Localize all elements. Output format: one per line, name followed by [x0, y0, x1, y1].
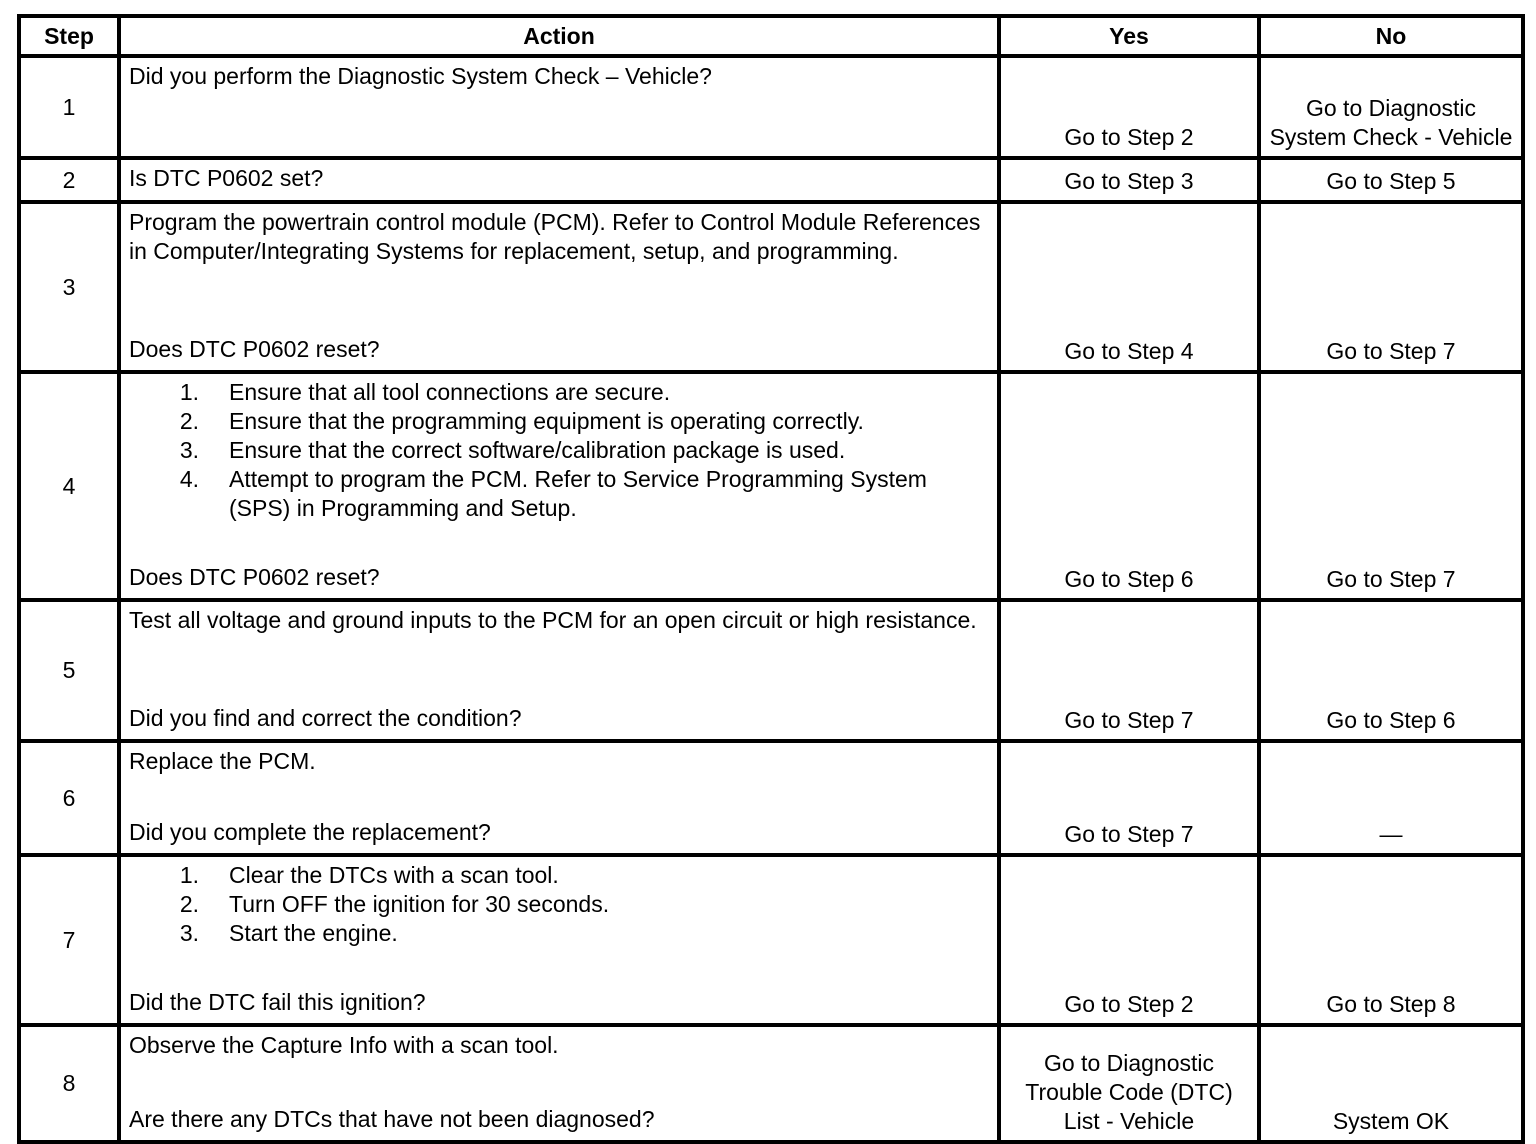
- action-text: Replace the PCM.: [129, 748, 316, 774]
- list-item: [129, 407, 989, 436]
- no-result: —: [1259, 741, 1523, 855]
- list-item-number: 3.: [179, 920, 199, 946]
- step-number: 3: [19, 202, 119, 372]
- action-question: Are there any DTCs that have not been diagnosed?: [129, 1106, 655, 1132]
- step-number: 1: [19, 56, 119, 158]
- table-row: [19, 600, 1523, 741]
- list-item-number: 1.: [179, 379, 199, 405]
- header-action: Action: [119, 16, 999, 56]
- diagnostic-table: [17, 14, 1525, 1144]
- action-question: Does DTC P0602 reset?: [129, 336, 380, 362]
- no-result: Go to Step 8: [1259, 855, 1523, 1025]
- no-result: Go to Step 5: [1259, 158, 1523, 202]
- list-item: [129, 890, 989, 919]
- yes-result: Go to Step 7: [999, 741, 1259, 855]
- header-no: No: [1259, 16, 1523, 56]
- list-item-text: Ensure that all tool connections are secure.: [229, 379, 671, 405]
- yes-result: Go to Step 2: [999, 56, 1259, 158]
- table-row: [19, 56, 1523, 158]
- step-number: 2: [19, 158, 119, 202]
- step-number: 8: [19, 1025, 119, 1142]
- list-item-text: Start the engine.: [229, 920, 398, 946]
- list-item-text: Clear the DTCs with a scan tool.: [229, 862, 559, 888]
- action-cell: [119, 158, 999, 202]
- no-result: Go to Diagnostic System Check - Vehicle: [1259, 56, 1523, 158]
- table-row: [19, 741, 1523, 855]
- list-item-number: 1.: [179, 862, 199, 888]
- table-body: [19, 56, 1523, 1142]
- table-row: [19, 202, 1523, 372]
- action-cell: [119, 600, 999, 741]
- table-row: [19, 372, 1523, 600]
- action-cell: [119, 1025, 999, 1142]
- header-step: Step: [19, 16, 119, 56]
- list-item-text: Ensure that the correct software/calibration package is used.: [229, 437, 846, 463]
- step-number: 4: [19, 372, 119, 600]
- table-row: [19, 158, 1523, 202]
- yes-result: Go to Step 3: [999, 158, 1259, 202]
- action-text: Is DTC P0602 set?: [129, 165, 324, 191]
- no-result: Go to Step 7: [1259, 202, 1523, 372]
- list-item-number: 2.: [179, 891, 199, 917]
- header-yes: Yes: [999, 16, 1259, 56]
- action-steps-list: [129, 861, 989, 948]
- header-row: [19, 16, 1523, 56]
- action-text: Did you perform the Diagnostic System Check – Vehicle?: [129, 63, 712, 89]
- list-item-number: 2.: [179, 408, 199, 434]
- action-cell: [119, 855, 999, 1025]
- no-result: System OK: [1259, 1025, 1523, 1142]
- list-item: [129, 436, 989, 465]
- yes-result: Go to Step 7: [999, 600, 1259, 741]
- step-number: 7: [19, 855, 119, 1025]
- action-question: Does DTC P0602 reset?: [129, 564, 380, 590]
- action-question: Did the DTC fail this ignition?: [129, 989, 426, 1015]
- list-item-text: Turn OFF the ignition for 30 seconds.: [229, 891, 610, 917]
- action-cell: [119, 56, 999, 158]
- table-row: [19, 855, 1523, 1025]
- yes-result: Go to Step 6: [999, 372, 1259, 600]
- yes-result: Go to Step 2: [999, 855, 1259, 1025]
- action-cell: [119, 741, 999, 855]
- no-result: Go to Step 7: [1259, 372, 1523, 600]
- step-number: 5: [19, 600, 119, 741]
- action-cell: [119, 202, 999, 372]
- table-row: [19, 1025, 1523, 1142]
- action-steps-list: [129, 378, 989, 523]
- action-question: Did you find and correct the condition?: [129, 705, 522, 731]
- list-item-text: Attempt to program the PCM. Refer to Service Programming System (SPS) in Programming and Setup.: [229, 466, 927, 521]
- action-text: Test all voltage and ground inputs to the PCM for an open circuit or high resistance.: [129, 607, 977, 633]
- yes-result: Go to Diagnostic Trouble Code (DTC) List - Vehicle: [999, 1025, 1259, 1142]
- step-number: 6: [19, 741, 119, 855]
- list-item-text: Ensure that the programming equipment is operating correctly.: [229, 408, 864, 434]
- action-text: Observe the Capture Info with a scan tool.: [129, 1032, 559, 1058]
- list-item: [129, 378, 989, 407]
- list-item: [129, 861, 989, 890]
- list-item-number: 3.: [179, 437, 199, 463]
- list-item: [129, 465, 989, 523]
- action-cell: [119, 372, 999, 600]
- yes-result: Go to Step 4: [999, 202, 1259, 372]
- list-item: [129, 919, 989, 948]
- list-item-number: 4.: [179, 466, 199, 492]
- action-text: Program the powertrain control module (PCM). Refer to Control Module References in Computer/Integrating Systems for replacement, setup, and programming.: [129, 209, 981, 264]
- action-question: Did you complete the replacement?: [129, 819, 491, 845]
- no-result: Go to Step 6: [1259, 600, 1523, 741]
